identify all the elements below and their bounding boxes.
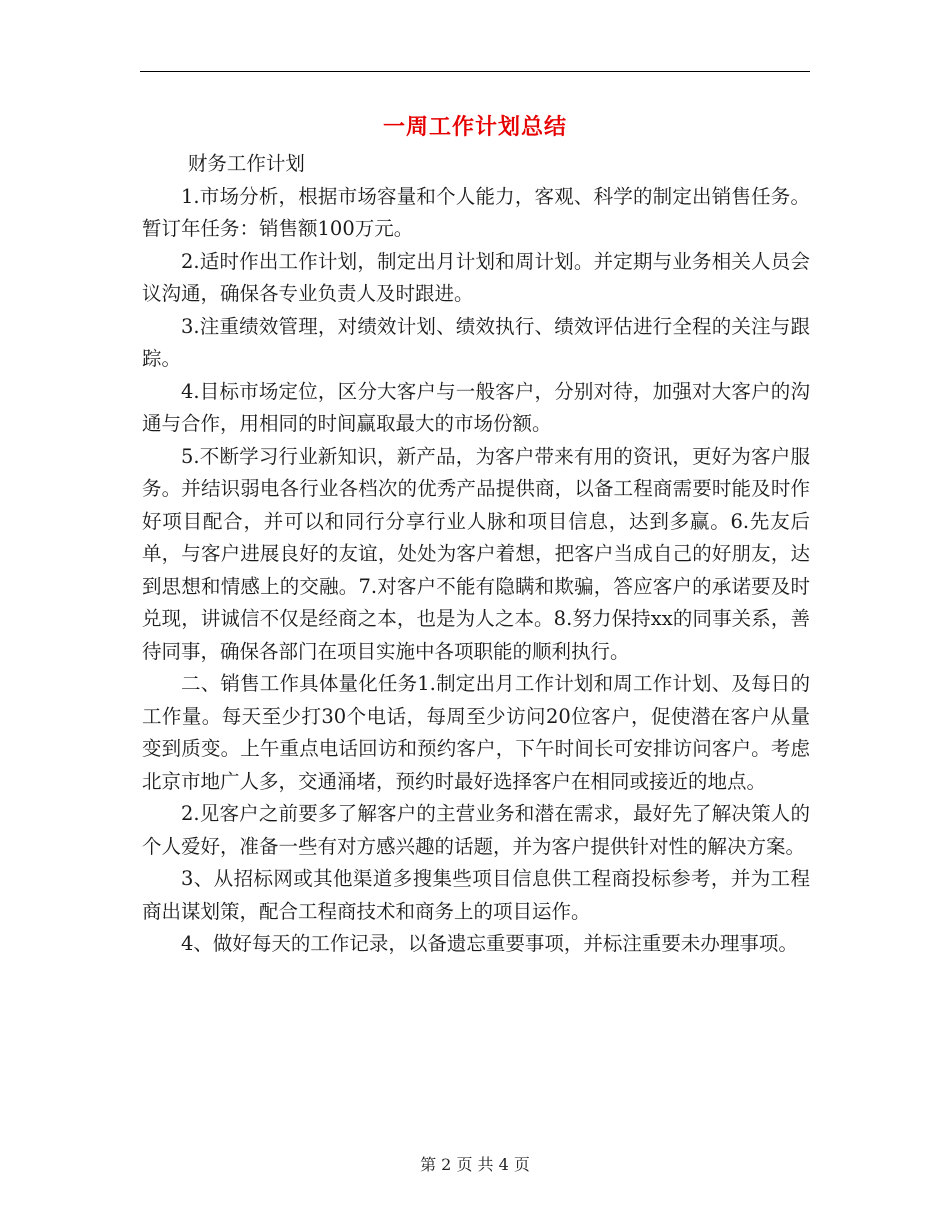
page-number-footer: 第 2 页 共 4 页	[420, 1155, 530, 1174]
section-heading: 财务工作计划	[187, 152, 305, 175]
paragraph: 3.注重绩效管理，对绩效计划、绩效执行、绩效评估进行全程的关注与跟踪。	[142, 314, 810, 370]
paragraph: 二、销售工作具体量化任务1.制定出月工作计划和周工作计划、及每日的工作量。每天至少打30个电话，每周至少访问20位客户，促使潜在客户从量变到质变。上午重点电话回访和预约客户，下午时间长可安排访问客户。考虑北京市地广人多，交通涌堵，预约时最好选择客户在相同或接近的地点。	[142, 672, 810, 793]
paragraph: 2.适时作出工作计划，制定出月计划和周计划。并定期与业务相关人员会议沟通，确保各专业负责人及时跟进。	[142, 249, 810, 305]
paragraph: 5.不断学习行业新知识，新产品，为客户带来有用的资讯，更好为客户服务。并结识弱电各行业各档次的优秀产品提供商，以备工程商需要时能及时作好项目配合，并可以和同行分享行业人脉和项目信息，达到多赢。6.先友后单，与客户进展良好的友谊，处处为客户着想，把客户当成自己的好朋友，达到思想和情感上的交融。7.对客户不能有隐瞒和欺骗，答应客户的承诺要及时兑现，讲诚信不仅是经商之本，也是为人之本。8.努力保持xx的同事关系，善待同事，确保各部门在项目实施中各项职能的顺利执行。	[142, 444, 810, 663]
paragraph: 1.市场分析，根据市场容量和个人能力，客观、科学的制定出销售任务。暂订年任务：销售额100万元。	[142, 184, 810, 240]
document-title: 一周工作计划总结	[382, 115, 567, 140]
paragraph: 4、做好每天的工作记录，以备遗忘重要事项，并标注重要未办理事项。	[181, 932, 798, 955]
header-rule	[140, 71, 810, 72]
paragraph: 4.目标市场定位，区分大客户与一般客户，分别对待，加强对大客户的沟通与合作，用相同的时间赢取最大的市场份额。	[142, 379, 810, 435]
paragraph: 3、从招标网或其他渠道多搜集些项目信息供工程商投标参考，并为工程商出谋划策，配合工程商技术和商务上的项目运作。	[142, 867, 810, 923]
document-body	[142, 148, 810, 961]
paragraph: 2.见客户之前要多了解客户的主营业务和潜在需求，最好先了解决策人的个人爱好，准备一些有对方感兴趣的话题，并为客户提供针对性的解决方案。	[142, 802, 810, 858]
